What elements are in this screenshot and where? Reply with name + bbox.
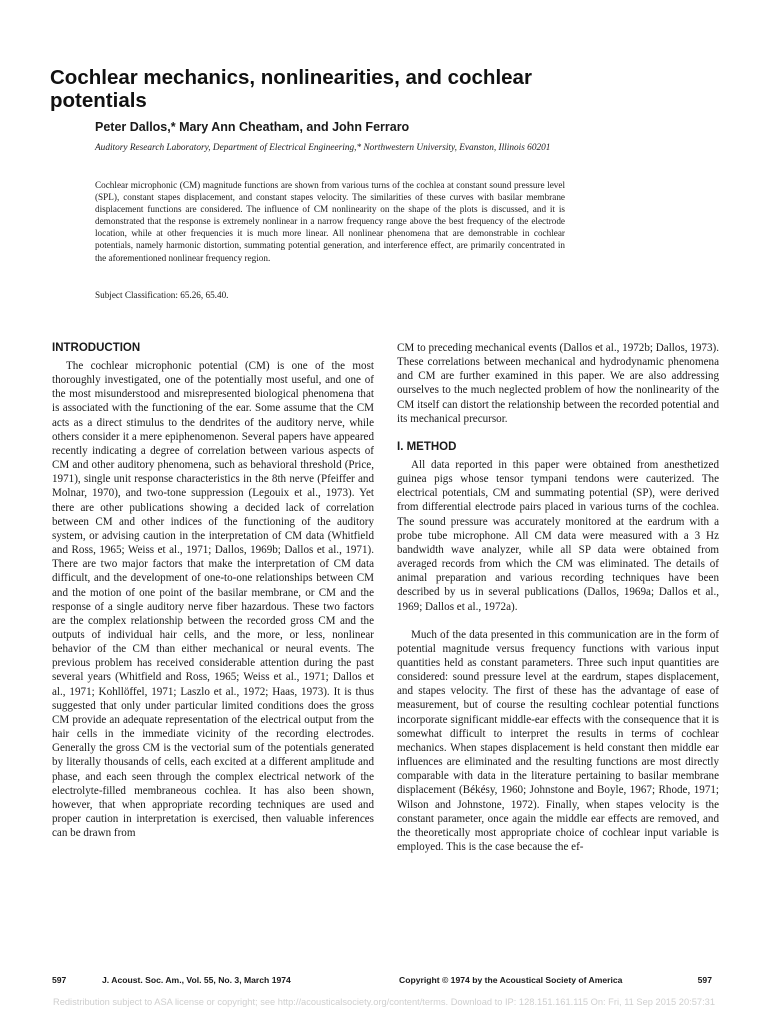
introduction-continuation: CM to preceding mechanical events (Dallos et al., 1972b; Dallos, 1973). These correlations between mechanical and hydrodynamic phenomena and CM are further examined in this paper. We are also addressing ourselves to the much neglected problem of how the nonlinearity of the CM itself can distort the relationship between the recorded potential and its mechanical precursor. (397, 342, 719, 425)
redistribution-watermark: Redistribution subject to ASA license or copyright; see http://acousticalsociety.org/content/terms. Download to IP: 128.151.161.115 On: Fri, 11 Sep 2015 20:57:31 (52, 997, 716, 1007)
abstract-text: Cochlear microphonic (CM) magnitude functions are shown from various turns of the cochlea at constant sound pressure level (SPL), constant stapes displacement, and constant stapes velocity. The similarities of these curves with basilar membrane displacement functions are considered. The influence of CM nonlinearity on the shape of the plots is discussed, and it is demonstrated that the response is extremely nonlinear in a narrow frequency range above the best frequency of the electrode location, while at other frequencies it is much more linear. All nonlinear phenomena that are demonstrable in cochlear potentials, namely harmonic distortion, summating potential generation, and interference effect, are primarily concentrated in the aforementioned nonlinear frequency region. (95, 180, 565, 263)
section-heading-method: I. METHOD (397, 440, 457, 453)
affiliation: Auditory Research Laboratory, Department of Electrical Engineering,* Northwestern University, Evanston, Illinois 60201 (95, 143, 551, 153)
section-heading-introduction: INTRODUCTION (52, 342, 141, 354)
page-number-right: 597 (697, 975, 712, 985)
copyright-notice: Copyright © 1974 by the Acoustical Society of America (399, 975, 623, 985)
paragraph-spacer (397, 614, 719, 628)
subject-classification: Subject Classification: 65.26, 65.40. (95, 290, 229, 300)
introduction-paragraph: The cochlear microphonic potential (CM) is one of the most thoroughly investigated, one of the potentially most useful, and one of the most misunderstood and misrepresented biological phenomena that is associated with the functioning of the ear. Some assume that the CM acts as a direct stimulus to the dendrites of the auditory nerve, while others consider it a mere epiphenomenon. Several papers have appeared recently indicating a degree of correlation between various aspects of CM and other auditory phenomena, such as behavioral threshold (Price, 1971), single unit response characteristics in the 8th nerve (Pfeiffer and Molnar, 1970), and two-tone suppression (Legouix et al., 1973). Yet there are other publications showing a decided lack of correlation between CM and other indices of the functioning of the auditory system, or advising caution in the interpretation of CM data (Whitfield and Ross, 1965; Weiss et al., 1971; Dallos, 1969b; Dallos et al., 1971). There are two major factors that make the interpretation of CM data difficult, and the development of one-to-one relationships between CM and the motion of one point of the basilar membrane, or CM and the response of a single auditory nerve fiber hazardous. These two factors are the complex relationship between the recorded gross CM and the outputs of individual hair cells, and the more, or less, nonlinear behavior of the CM than either mechanical or neural events. The previous problem has received considerable attention during the past several years (Whitfield and Ross, 1965; Weiss et al., 1971; Dallos et al., 1971; Kohllöffel, 1971; Laszlo et al., 1972; Haas, 1973). It is thus suggested that only under particular limited conditions does the gross CM provide an adequate representation of the electrical output from the hair cells in the immediate vicinity of the recording electrodes. Generally the gross CM is the vectorial sum of the potentials generated by literally thousands of cells, each excited at a different amplitude and phase, and each seen through the complex electrical network of the electrolyte-filled membraneous cochlea. It has also been shown, however, that when appropriate recording techniques are used and proper caution in interpretation is exercised, then valuable inferences can be drawn from (52, 360, 374, 840)
author-list: Peter Dallos,* Mary Ann Cheatham, and John Ferraro (95, 120, 410, 134)
left-column (52, 341, 374, 840)
article-title: Cochlear mechanics, nonlinearities, and cochlear potentials (50, 66, 532, 112)
page-number-left: 597 (52, 975, 67, 985)
right-column (397, 341, 719, 854)
section-spacer (397, 426, 719, 440)
journal-citation: J. Acoust. Soc. Am., Vol. 55, No. 3, March 1974 (102, 975, 291, 985)
method-paragraph: All data reported in this paper were obtained from anesthetized guinea pigs whose tensor tympani tendons were cauterized. The electrical potentials, CM and summating potential (SP), were derived from differential electrode pairs placed in various turns of the cochlea. The sound pressure was accurately monitored at the eardrum with a probe tube microphone. All CM data were measured with a 3 Hz bandwidth wave analyzer, while all SP data were obtained from averaged records from which the CM was eliminated. The details of animal preparation and various recording techniques have been described by us in several publications (Dallos, 1969a; Dallos et al., 1969; Dallos et al., 1972a). (397, 458, 719, 613)
data-description-paragraph: Much of the data presented in this communication are in the form of potential magnitude versus frequency functions with various input quantities held as constant parameters. Three such input quantities are considered: sound pressure level at the eardrum, stapes displacement, and stapes velocity. The first of these has the advantage of ease of measurement, but of course the resulting cochlear potential functions incorporate significant middle-ear effects with the consequence that it is somewhat difficult to interpret the results in terms of cochlear mechanics. When stapes displacement is held constant then middle ear influences are eliminated and the resulting functions are most directly comparable with data in the literature pertaining to basilar membrane displacement (Békésy, 1960; Johnstone and Boyle, 1967; Rhode, 1971; Wilson and Johnstone, 1972). Finally, when stapes velocity is the constant parameter, once again the middle ear effects are removed, and the theoretically most appropriate choice of cochlear input variable is employed. This is the case because the ef- (397, 628, 719, 853)
page-footer (52, 975, 712, 991)
